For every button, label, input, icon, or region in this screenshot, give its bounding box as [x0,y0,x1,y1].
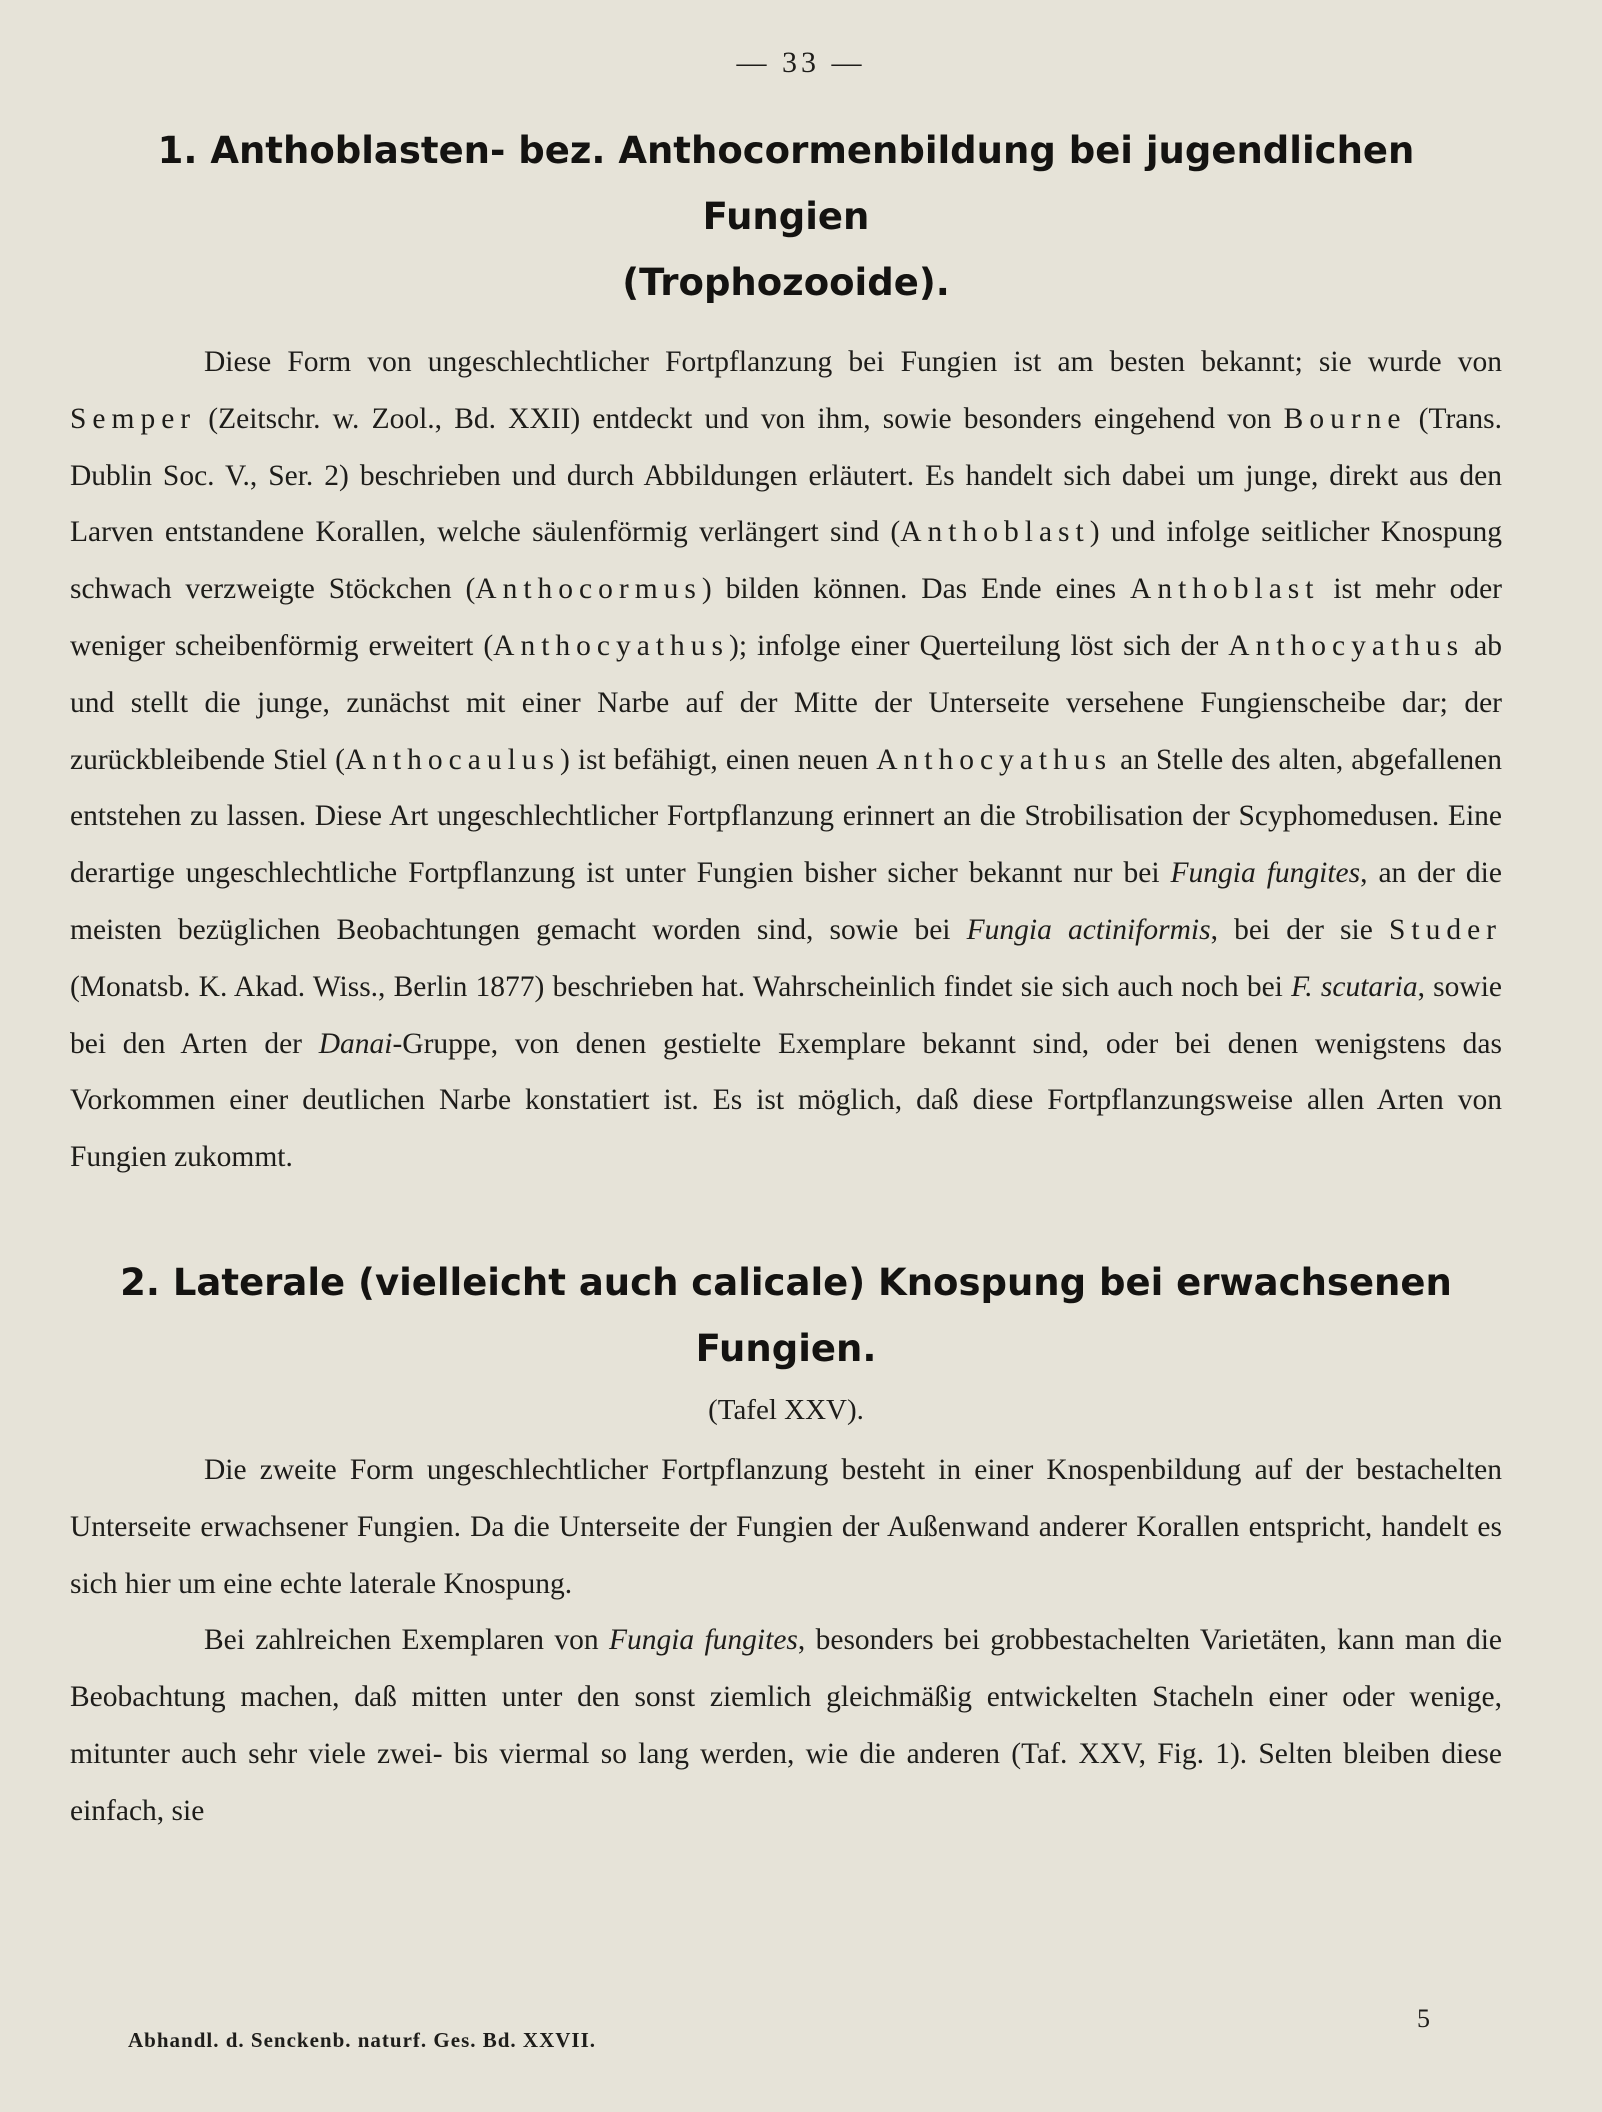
text-run: ); infolge einer Querteilung löst sich der [729,629,1229,662]
italic-taxon: Danai [318,1027,393,1060]
text-run: -Gruppe, von denen gestielte Exemplare bekannt sind, oder bei denen wenigstens das Vorkommen einer deutlichen Narbe konstatiert ist. Es ist möglich, daß diese Fortpflanzungsweise allen Arten von Fungien zukommt. [70,1027,1502,1174]
section-2-paragraph-2 [70,1612,1502,1839]
journal-footer: Abhandl. d. Senckenb. naturf. Ges. Bd. XXVII. [128,2028,597,2052]
spaced-name: Anthocyathus [493,629,730,662]
section-1-paragraph [70,334,1502,1186]
text-run: ab und stellt die junge, zunächst mit einer Narbe auf der Mitte der Unterseite versehene Fungienscheibe dar; der zurückbleibende Stiel ( [70,629,1502,776]
text-run: (Trans. Dublin Soc. V., Ser. 2) beschrieben und durch Abbildungen erläutert. Es handelt sich dabei um junge, direkt aus den Larven entstandene Korallen, welche säulenförmig verlängert sind ( [70,402,1502,549]
text-run: , sowie bei den Arten der [70,970,1502,1060]
text-run: Diese Form von ungeschlechtlicher Fortpflanzung bei Fungien ist am besten bekannt; sie wurde von [204,346,1502,378]
text-run: (Monatsb. K. Akad. Wiss., Berlin 1877) beschrieben hat. Wahrscheinlich findet sie sich auch noch bei [70,970,1292,1003]
spaced-name: Semper [70,402,197,435]
spaced-name: Anthocyathus [1228,629,1465,662]
section-1-heading-line-2: (Trophozooide). [622,261,950,304]
text-run: ) und infolge seitlicher Knospung schwach verzweigte Stöckchen ( [70,516,1502,606]
text-run: ) bilden können. Das Ende eines [701,573,1131,606]
section-2-paragraph-1 [70,1442,1502,1612]
text-run: (Zeitschr. w. Zool., Bd. XXII) entdeckt und von ihm, sowie besonders eingehend von [196,402,1284,435]
spaced-name: Bourne [1283,402,1407,435]
page-number: — 33 — [736,46,866,79]
italic-taxon: Fungia fungites [608,1624,798,1657]
spaced-name: Anthocaulus [344,743,561,776]
page-content [70,118,1502,1840]
section-2-heading-line-2: Fungien. [695,1326,877,1370]
text-run: , besonders bei grobbestachelten Varietäten, kann man die Beobachtung machen, daß mitten unter den sonst ziemlich gleichmäßig entwickelten Stacheln einer oder wenige, mitunter auch sehr viele zwei- bis viermal so lang werden, wie die anderen (Taf. XXV, Fig. 1). Selten bleiben diese einfach, sie [70,1624,1502,1827]
plate-reference: (Tafel XXV). [708,1393,864,1426]
text-run: , bei der sie [1210,913,1389,946]
spaced-name: Anthoblast [900,516,1090,549]
italic-taxon: Fungia actiniformis [966,913,1211,946]
signature-mark: 5 [1417,2004,1430,2033]
italic-taxon: F. scutaria [1291,970,1418,1003]
text-run: ist mehr oder weniger scheibenförmig erweitert ( [70,573,1503,662]
text-run: , an der die meisten bezüglichen Beobachtungen gemacht worden sind, sowie bei [70,857,1502,946]
spaced-name: Anthoblast [1130,573,1320,606]
spaced-name: Anthocyathus [876,743,1113,776]
italic-taxon: Fungia fungites [1170,857,1361,890]
section-2-heading [70,1250,1502,1382]
spaced-name: Studer [1388,913,1502,946]
section-2-heading-line-1: 2. Laterale (vielleicht auch calicale) Knospung bei erwachsenen [120,1260,1452,1304]
text-run: Die zweite Form ungeschlechtlicher Fortpflanzung besteht in einer Knospenbildung auf der bestachelten Unterseite erwachsener Fungien. Da die Unterseite der Fungien der Außenwand anderer Korallen entspricht, handelt es sich hier um eine echte laterale Knospung. [70,1453,1502,1600]
section-1-heading-line-1: 1. Anthoblasten- bez. Anthocormenbildung bei jugendlichen Fungien [157,129,1415,238]
text-run: ) ist befähigt, einen neuen [560,743,877,776]
text-run: Bei zahlreichen Exemplaren von [204,1624,609,1657]
section-1-heading [70,118,1502,316]
text-run: an Stelle des alten, abgefallenen entstehen zu lassen. Diese Art ungeschlechtlicher Fortpflanzung erinnert an die Strobilisation der Scyphomedusen. Eine derartige ungeschlechtliche Fortpflanzung ist unter Fungien bisher sicher bekannt nur bei [70,743,1502,890]
spaced-name: Anthocormus [475,573,702,606]
